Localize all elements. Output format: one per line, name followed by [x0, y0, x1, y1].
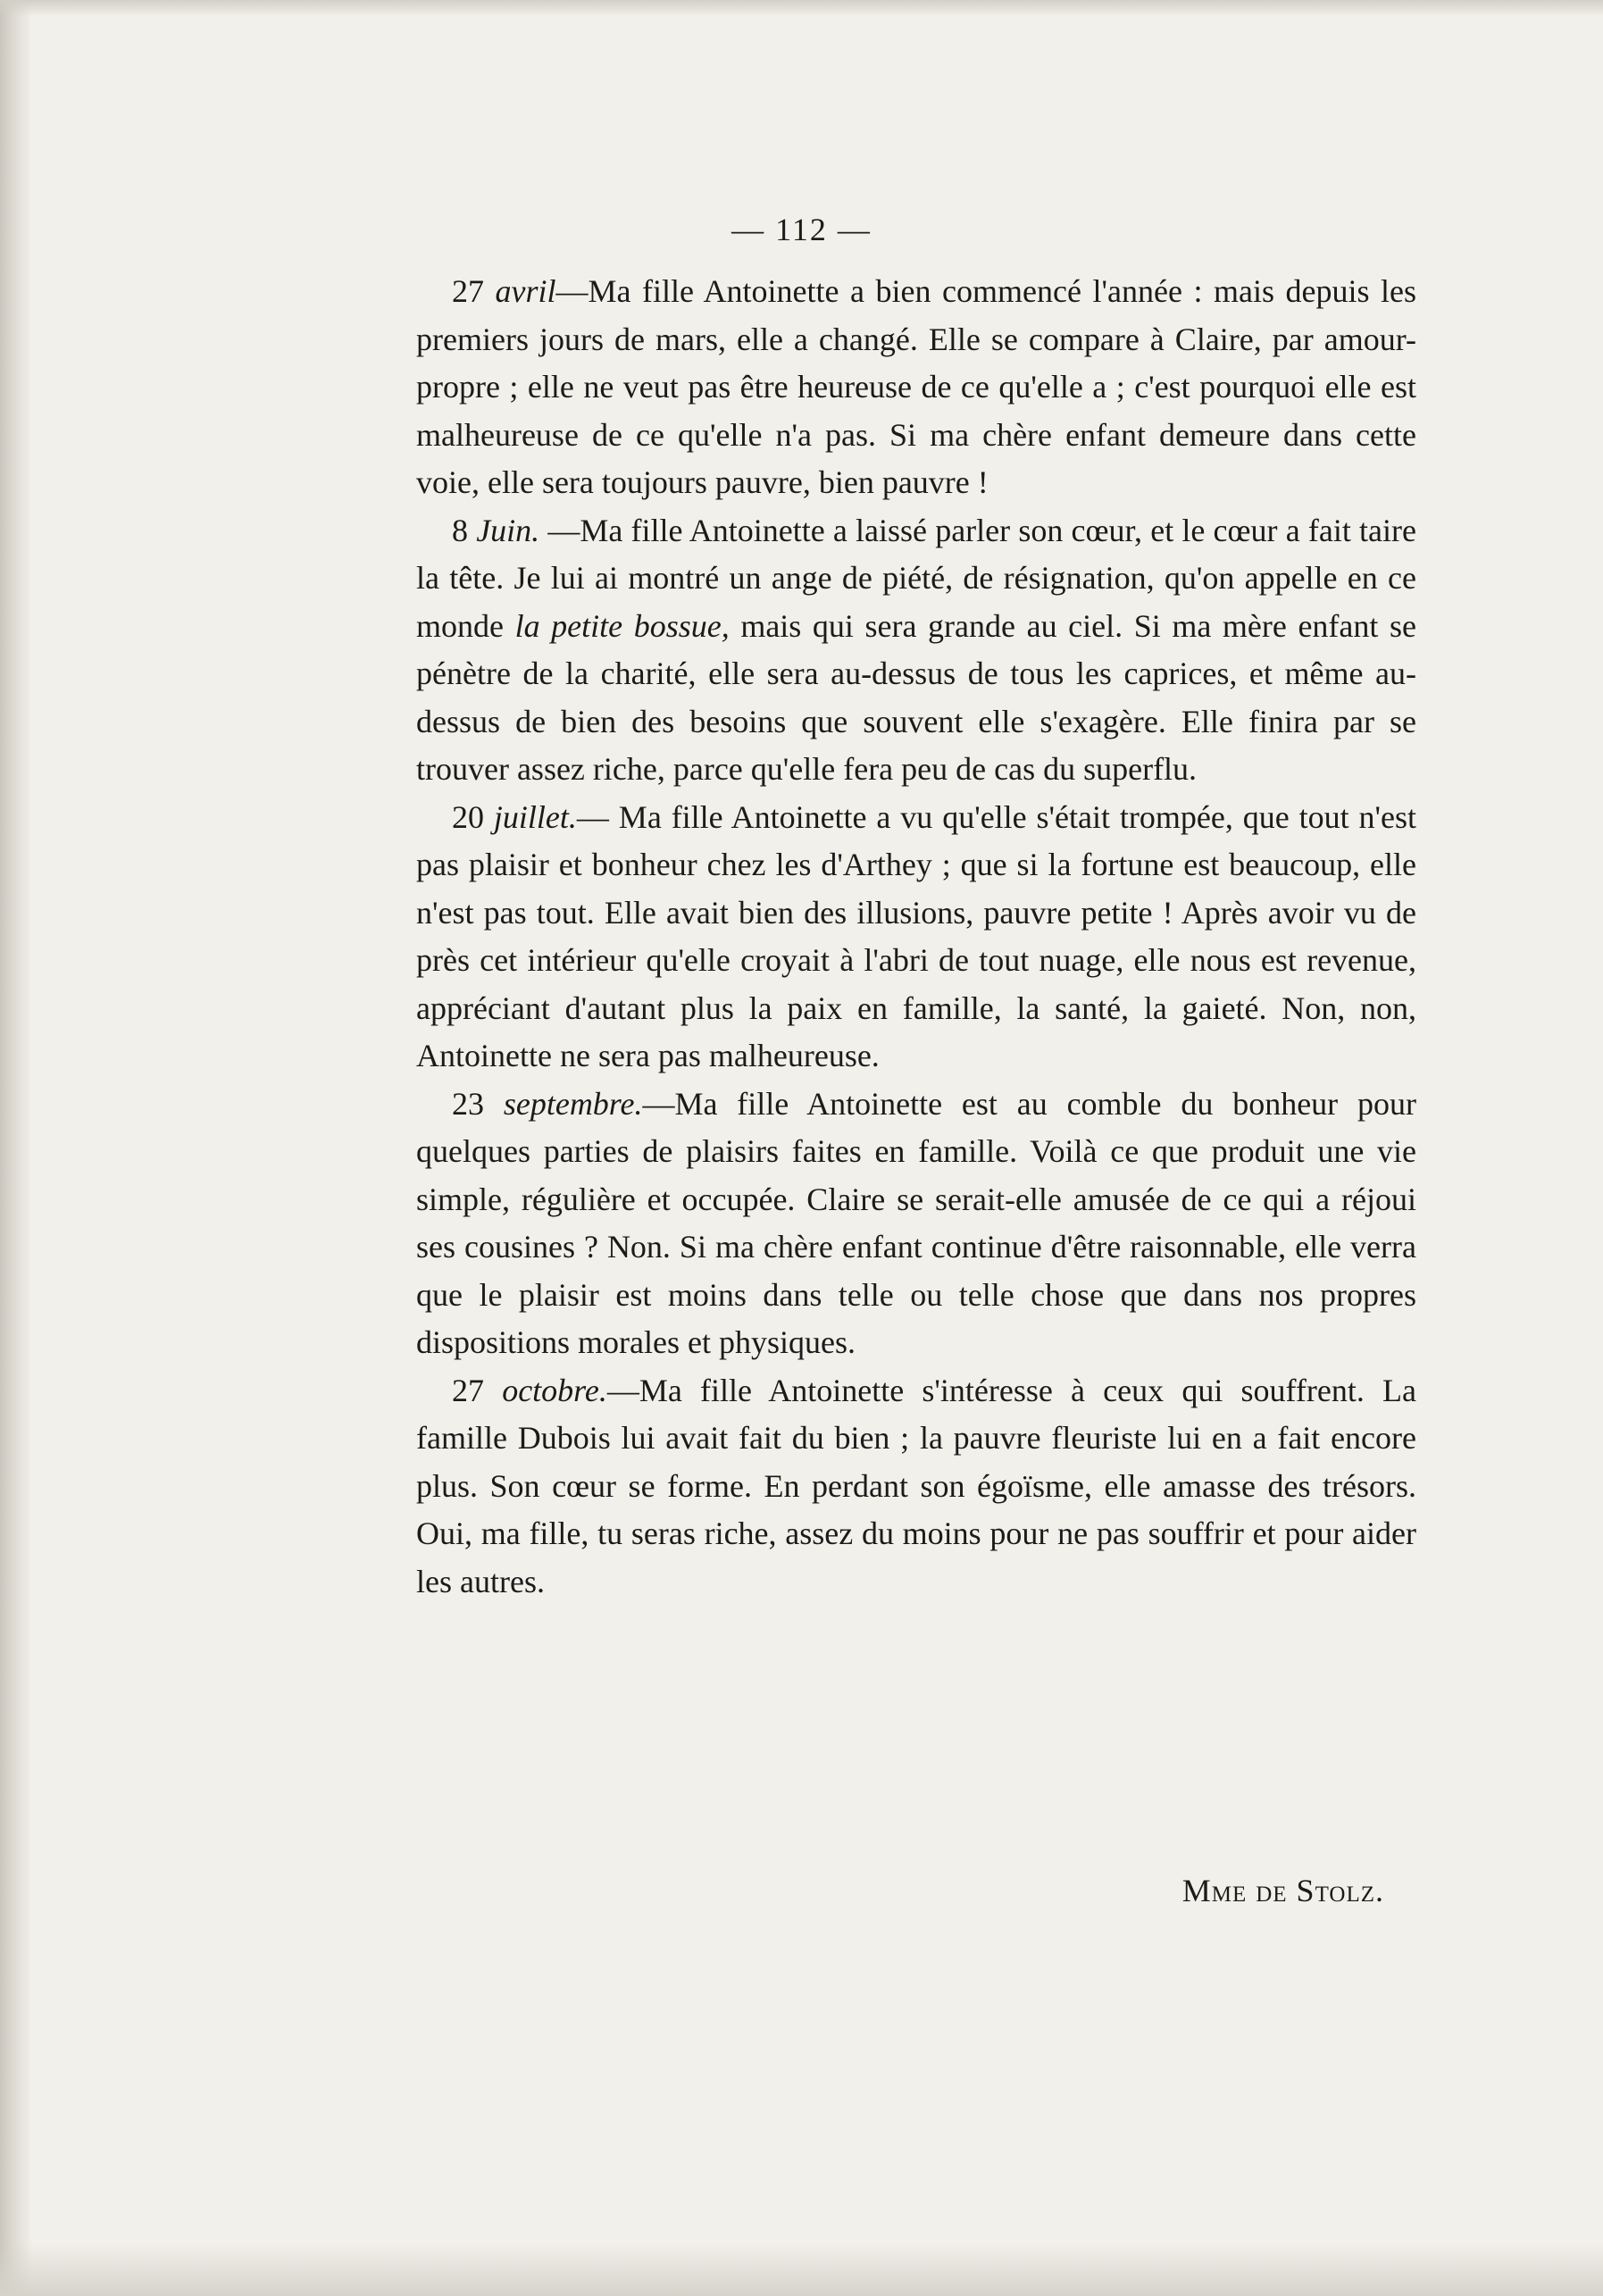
entry-juillet: 20 juillet.— Ma fille Antoinette a vu qu'elle s'était trompée, que tout n'est pas plaisir et bonheur chez les d'Arthey ; que si la fortune est beaucoup, elle n'est pas tout. Elle avait bien des illusions, pauvre petite ! Après avoir vu de près cet intérieur qu'elle croyait à l'abri de tout nuage, elle nous est revenue, appréciant d'autant plus la paix en famille, la santé, la gaieté. Non, non, Antoinette ne sera pas malheureuse.	[416, 798, 1417, 1073]
entry-septembre: 23 septembre.—Ma fille Antoinette est au comble du bonheur pour quelques parties de plaisirs faites en famille. Voilà ce que produit une vie simple, régulière et occupée. Claire se serait-elle amusée de ce qui a réjoui ses cousines ? Non. Si ma chère enfant continue d'être raisonnable, elle verra que le plaisir est moins dans telle ou telle chose que dans nos propres dispositions morales et physiques.	[416, 1085, 1416, 1360]
entry-emphasis: la petite bossue,	[514, 607, 730, 644]
entry-body: —Ma fille Antoinette est au comble du bonheur pour quelques parties de plaisirs faites en famille. Voilà ce que produit une vie simple, régulière et occupée. Claire se serait-elle amusée de ce qui a réjoui ses cousines ? Non. Si ma chère enfant continue d'être raisonnable, elle verra que le plaisir est moins dans telle ou telle chose que dans nos propres dispositions morales et physiques.	[416, 1085, 1416, 1360]
entry-date: juillet.	[493, 798, 577, 835]
entry-date: octobre.	[502, 1372, 607, 1408]
entry-body: —Ma fille Antoinette a laissé parler son cœur, et le cœur a fait taire la tête. Je lui ai montré un ange de piété, de résignation, qu'on appelle en ce monde	[416, 512, 1416, 644]
entry-body: —Ma fille Antoinette s'intéresse à ceux qui souffrent. La famille Dubois lui avait fait du bien ; la pauvre fleuriste lui en a fait encore plus. Son cœur se forme. En perdant son égoïsme, elle amasse des trésors. Oui, ma fille, tu seras riche, assez du moins pour ne pas souffrir et pour aider les autres.	[416, 1372, 1417, 1599]
entry-date: Juin.	[476, 512, 540, 548]
entry-juin: 8 Juin. —Ma fille Antoinette a laissé parler son cœur, et le cœur a fait taire la tête. Je lui ai montré un ange de piété, de résignation, qu'on appelle en ce monde la petite bossue, mais qui sera grande au ciel. Si ma mère enfant se pénètre de la charité, elle sera au-dessus de tous les caprices, et même au-dessus de bien des besoins que souvent elle s'exagère. Elle finira par se trouver assez riche, parce qu'elle fera peu de cas du superflu.	[416, 512, 1416, 787]
page-number: — 112 —	[731, 212, 872, 247]
entry-body-continued: mais qui sera grande au ciel. Si ma mère enfant se pénètre de la charité, elle sera au-dessus de tous les caprices, et même au-dessus de bien des besoins que souvent elle s'exagère. Elle finira par se trouver assez riche, parce qu'elle fera peu de cas du superflu.	[416, 607, 1416, 787]
entry-body: —Ma fille Antoinette a bien commencé l'année : mais depuis les premiers jours de mars, elle a changé. Elle se compare à Claire, par amour-propre ; elle ne veut pas être heureuse de ce qu'elle a ; c'est pourquoi elle est malheureuse de ce qu'elle n'a pas. Si ma chère enfant demeure dans cette voie, elle sera toujours pauvre, bien pauvre !	[416, 273, 1416, 500]
page-edge-shadow-top	[0, 0, 1603, 16]
entry-date: avril	[495, 273, 556, 309]
entry-octobre: 27 octobre.—Ma fille Antoinette s'intéresse à ceux qui souffrent. La famille Dubois lui avait fait du bien ; la pauvre fleuriste lui en a fait encore plus. Son cœur se forme. En perdant son égoïsme, elle amasse des trésors. Oui, ma fille, tu seras riche, assez du moins pour ne pas souffrir et pour aider les autres.	[416, 1372, 1417, 1599]
journal-text	[416, 268, 1416, 1606]
entry-date: septembre.	[503, 1085, 643, 1122]
entry-avril: 27 avril—Ma fille Antoinette a bien commencé l'année : mais depuis les premiers jours de mars, elle a changé. Elle se compare à Claire, par amour-propre ; elle ne veut pas être heureuse de ce qu'elle a ; c'est pourquoi elle est malheureuse de ce qu'elle n'a pas. Si ma chère enfant demeure dans cette voie, elle sera toujours pauvre, bien pauvre !	[416, 273, 1416, 500]
page-edge-shadow-left	[0, 0, 32, 2296]
author-signature: Mme de Stolz.	[1181, 1873, 1384, 1908]
entry-body: — Ma fille Antoinette a vu qu'elle s'était trompée, que tout n'est pas plaisir et bonheur chez les d'Arthey ; que si la fortune est beaucoup, elle n'est pas tout. Elle avait bien des illusions, pauvre petite ! Après avoir vu de près cet intérieur qu'elle croyait à l'abri de tout nuage, elle nous est revenue, appréciant d'autant plus la paix en famille, la santé, la gaieté. Non, non, Antoinette ne sera pas malheureuse.	[416, 798, 1417, 1073]
page-edge-shadow-bottom	[0, 2242, 1603, 2296]
